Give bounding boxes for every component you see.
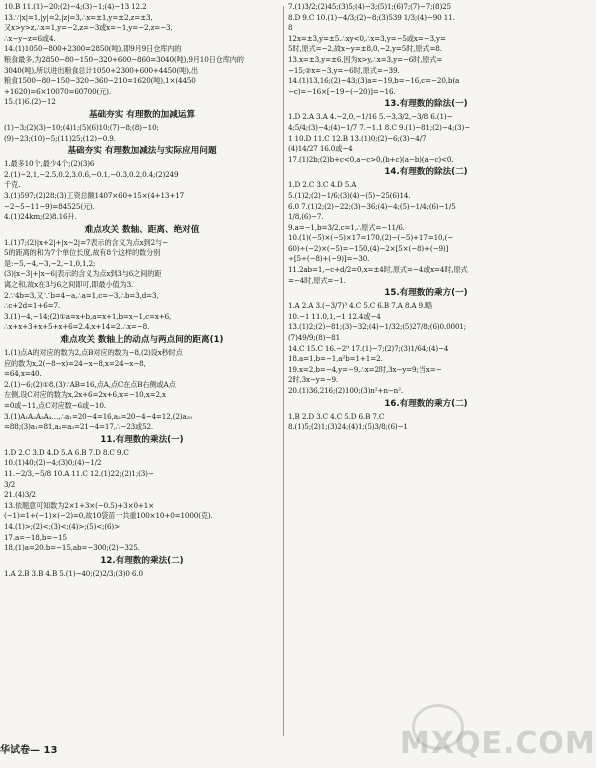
answer-line: 11.−2/3,−5/8 10.A 11.C 12.(1)22;(2)1;(3)− <box>4 468 154 478</box>
answer-line: =64,x=40. <box>4 369 42 379</box>
answer-line: 60)÷(−2)×(−5)=−150,(4)−2×[5×(−8)+(−9)] <box>288 243 449 253</box>
answer-line: 是:−5,−4,−3,−2,−1,0,1,2; <box>4 258 96 268</box>
answer-line: 10.B 11.(1)−20;(2)−4;(3)−1;(4)−13 12.2 <box>4 2 147 11</box>
answer-line: 5时,原式=−2,故x−y=±8,0,−2,y=5时,原式=8. <box>288 44 442 54</box>
answer-line: 10.−1 11.0,1,−1 12.4或−4 <box>288 311 381 321</box>
answer-line: 3/2 <box>4 479 16 489</box>
answer-line: =88;(3)a₁=81,a₂=a₃=21−4=17,∴−23或52. <box>4 422 154 432</box>
answer-line: 粮食最多,为2850−80−150−320+600−860=3040(吨),9月10日仓库内的 <box>4 54 244 64</box>
answer-line: 8 <box>288 23 293 33</box>
section-heading: 基础夯实 有理数的加减运算 <box>88 109 196 120</box>
answer-line: 13.依题意可知数为2×1+3×(−0.5)+3×0+1× <box>4 500 155 510</box>
answer-line: 1.A 2.A 3.(−3/7)³ 4.C 5.C 6.B 7.A 8.A 9.略 <box>288 301 433 311</box>
answer-line: (−1)=1+(−1)×(−2)=0,故10袋苗一共重100×10+0=1000(克). <box>4 511 213 521</box>
section-heading: 难点攻关 数轴上的动点与两点间的距离(1) <box>60 335 224 346</box>
answer-line: 6.0 7.(1)2;(2)−22;(3)−36;(4)−4;(5)−1/4;(6)−1/5 <box>288 201 456 211</box>
page-footer: 华试卷— 13 <box>0 745 58 756</box>
left-column <box>4 2 280 579</box>
answer-line: 1.(1)点A的对应的数为2,点B对应的数为−8,(2)设x秒时点 <box>4 348 183 358</box>
answer-line: =0或−11,点C对应数−6或−10. <box>4 401 106 410</box>
answer-line: 1/8,(6)−7. <box>288 212 324 222</box>
answer-line: 1.A 2.B 3.B 4.B 5.(1)−40;(2)2/3;(3)0 6.0 <box>4 568 143 578</box>
answer-line: 18.(1)a=20.b=−15,ab=−300;(2)−325. <box>4 543 140 553</box>
answer-line: ∴x−y−z=6或4. <box>4 33 56 43</box>
answer-line: 1.B 2.D 3.C 4.C 5.D 6.B 7.C <box>288 411 385 421</box>
answer-line: 1.(1)7;(2)|x+2|+|x−2|=7表示的含义为点x到2与− <box>4 237 168 247</box>
answer-line: 10.(1)(−5)×(−5)×17=170,(2)−(−5)+17=10,(− <box>288 233 454 243</box>
answer-line: 左侧,设C对应的数为x,2x+6=2x+6,x=−10,x=2,x <box>4 390 166 400</box>
answer-line: 10.(1)40;(2)−4;(3)0;(4)−1/2 <box>4 458 102 468</box>
answer-line: 3.(1)−4,−14;(2)①a=x+b,a=x+1,b=x−1,c=x+6, <box>4 311 172 321</box>
answer-line: 2.∵4b=3,又∵b=4−a,∴a=1,c=−3,∴b=3,d=3, <box>4 290 159 300</box>
answer-line: ∴x+x+3+x+5+x+6=2.4,x+14=2.∴x=−8. <box>4 322 150 332</box>
answer-line: 8.(1)5;(2)1;(3)24;(4)1;(5)3/8;(6)−1 <box>288 422 408 432</box>
right-column <box>288 2 564 433</box>
answer-line: 1.最多10个,最少4个;(2)(3)6 <box>4 159 95 169</box>
answer-line: 1.D 2.A 3.A 4.−2,0,−1/16 5.−3,3/2,−3/8 6.(1)− <box>288 112 453 122</box>
answer-line: 又x>y>z,∴x=1,y=−2,z=−3或x=−1,y=−2,z=−3, <box>4 23 173 33</box>
answer-line: ∴c+2d=1+6=7. <box>4 301 61 311</box>
answer-line: 15.(1)6.(2)−12 <box>4 97 56 107</box>
answer-line: 13.∵|x|=1,|y|=2,|z|=3,∴x=±1,y=±2,z=±3, <box>4 12 153 22</box>
answer-line: 14.(1)1050−800+2300=2850(吨),即9月9日仓库内的 <box>4 44 182 54</box>
section-heading: 13.有理数的除法(一) <box>384 99 468 110</box>
answer-line: 13.(1)2;(2)−81;(3)−32;(4)−1/32;(5)27/8;(6)0.0001; <box>288 322 467 332</box>
answer-line: 14.(1)13,16;(2)−43;(3)a=−19,b=−16,c=−20,b(a <box>288 76 460 86</box>
answer-line: 5.(1)2;(2)−1/6;(3)(4)−(5)−25(6)14. <box>288 190 411 200</box>
answer-line: 离之和,故x在3与6之间即可,即最小值为3. <box>4 280 134 290</box>
answer-line: 17.(1)2b;(2)b+c<0,a−c>0,(b+c)(a−b)(a−c)<0. <box>288 154 454 164</box>
answer-line: −2−5−11−9)=84525(元). <box>4 201 95 211</box>
answer-line: −c)=−16×[−19−(−20)]=−16. <box>288 86 396 96</box>
answer-line: 2时,3x−y=−9. <box>288 375 339 385</box>
section-heading: 基础夯实 有理数加减法与实际应用问题 <box>67 146 217 157</box>
answer-line: 1.D 2.C 3.D 4.D 5.A 6.B 7.D 8.C 9.C <box>4 447 129 457</box>
answer-line: 应的数为x,2(−8−x)=24−x−8,x=24−x−8, <box>4 358 146 368</box>
answer-line: 2.(1)−6;(2)①8,(3)∵AB=16,点A,点C在点B右侧或A点 <box>4 379 176 389</box>
answer-line: (4)14/27 16.0或−4 <box>288 144 353 154</box>
answer-line: 4.(1)24km;(2)8.16升. <box>4 212 77 222</box>
answer-line: 7.(1)3/2;(2)45;(3)5;(4)−3;(5)1;(6)7;(7)−7;(8)25 <box>288 2 451 11</box>
answer-line: 3.(1)597;(2)28;(3)工资总额1407×60+15×(4+13+17 <box>4 190 185 200</box>
answer-line: 4;5/4;(3)−4;(4)−1/7 7.−1.1 8.C 9.(1)−81;(2)−4;(3)− <box>288 122 471 132</box>
answer-line: 5的距离的和为7个单位长度,故有8个这样的数分别 <box>4 248 161 258</box>
answer-line: −15;②x=−3,y=−6时,原式=−39. <box>288 65 400 75</box>
answer-line: 3.(1)A₁A₂A₃A₄…,∴a₁=20−4=16,a₂=20−4−4=12,(2)a₂₀ <box>4 411 193 421</box>
answer-line: 1.D 2.C 3.C 4.D 5.A <box>288 180 357 190</box>
answer-line: (3)|x−3|+|x−6|表示的含义为点x到3与6之间的距 <box>4 269 162 279</box>
answer-line: =−4时,原式=−1. <box>288 275 346 285</box>
column-divider <box>283 6 284 736</box>
answer-line: 21.(4)3/2 <box>4 490 36 500</box>
section-heading: 12.有理数的乘法(二) <box>100 555 184 566</box>
answer-line: 千克. <box>4 180 21 190</box>
watermark-logo <box>400 704 596 761</box>
answer-line: 3040(吨),所以进出粮食总计1050+2300+600+4450(吨),出 <box>4 65 198 75</box>
watermark-text: MXQE.COM <box>400 726 596 761</box>
answer-line: 20.(1)36,216;(2)100;(3)n²+n−n². <box>288 386 404 395</box>
answer-line: (7)49/9;(8)−81 <box>288 333 340 343</box>
answer-line: 18.a=1,b=−1,a²b=1+1=2. <box>288 354 383 364</box>
section-heading: 15.有理数的乘方(一) <box>384 288 468 299</box>
answer-line: 12x=±3,y=±5.∴xy<0,∴x=3,y=−5或x=−3,y= <box>288 33 446 43</box>
answer-line: 11.2ab=1,−c+d/2=0,x=±4时,原式=−4或x=4时,原式 <box>288 265 468 275</box>
answer-line: 14.C 15.C 16.−2⁹ 17.(1)−7;(2)7;(3)1/64;(4)−4 <box>288 343 449 353</box>
section-heading: 难点攻关 数轴、距离、绝对值 <box>84 224 200 235</box>
answer-line: 17.a=−18,b=−15 <box>4 532 67 542</box>
answer-line: (1)−3;(2)(3)−10;(4)1;(5)(6)10;(7)−8;(8)−10; <box>4 122 159 132</box>
section-heading: 11.有理数的乘法(一) <box>100 434 184 445</box>
answer-line: 1 10.D 11.C 12.B 13.(1)0;(2)−6;(3)−4/7 <box>288 133 427 143</box>
answer-line: 9.a=−1,b=3/2,c=1,∴原式=−11/6. <box>288 222 405 232</box>
answer-line: 8.D 9.C 10.(1)−4/3;(2)−8;(3)539 1/3;(4)−90 11. <box>288 12 455 22</box>
answer-line: 粮食1500−80−150−320−360−210=1620(吨),1×(4450 <box>4 76 196 86</box>
answer-line: ÷[5÷(−8)+(−9)]=−30. <box>288 254 370 264</box>
answer-line: 19.x=2,b=−4,y=−9,∴x=2时,3x−y=9;当x=− <box>288 364 442 374</box>
section-heading: 16.有理数的乘方(二) <box>384 398 468 409</box>
section-heading: 14.有理数的除法(二) <box>384 167 468 178</box>
answer-line: 14.(1)>;(2)<;(3)<;(4)>;(5)<;(6)> <box>4 521 120 531</box>
answer-line: +1620)=6×10070=60700(元). <box>4 86 111 96</box>
answer-line: (9)−23;(10)−5;(11)25;(12)−0.9. <box>4 133 116 143</box>
answer-line: 13.x=±3,y=±6,因为x>y,∴x=3,y=−6时,原式= <box>288 54 443 64</box>
answer-line: 2.(1)−2,1,−2.5,0.2,3.0.6,−0.1,−0.3,0.2,0.4;(2)249 <box>4 169 179 179</box>
